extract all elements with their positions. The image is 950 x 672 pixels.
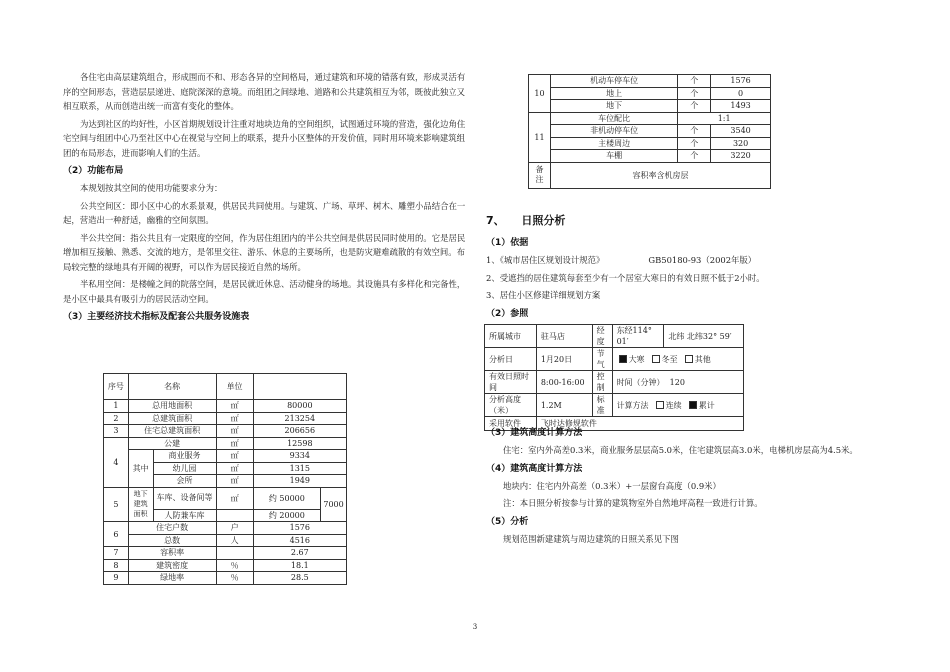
parking-table: [528, 74, 771, 189]
basis-item: [486, 253, 886, 268]
paragraph: 半公共空间：指公共且有一定限度的空间，作为居住组团内的半公共空间是供居民同时使用的。它是居民增加相互接触、熟悉、交流的地方，是邻里交往、游乐、休息的主要场所，也是防灾避难疏散的有效空间。布局较完整的绿地具有开阔的视野，可以作为居民接近自然的场所。: [63, 232, 466, 272]
paragraph: 规划范围新建建筑与周边建筑的日照关系见下图: [503, 533, 679, 544]
header-name: 名称: [128, 374, 216, 400]
row-name: 主楼周边: [550, 137, 677, 150]
row-no: 9: [104, 572, 129, 585]
paragraph: 公共空间区：即小区中心的水系景观，供居民共同使用。与建筑、广场、草坪、树木、雕塑小品结合在一起，营造出一种舒适，幽雅的空间氛围。: [63, 200, 466, 225]
row-unit: 个: [678, 87, 711, 100]
row-value: 1576: [253, 522, 346, 535]
checkbox-icon: [652, 355, 660, 363]
row-no: 3: [104, 425, 129, 438]
economic-indicators-table: [103, 373, 347, 585]
row-name: 绿地率: [128, 572, 216, 585]
row-name: 机动车停车位: [550, 75, 677, 88]
section-heading: （1）依据: [486, 238, 529, 248]
ref-label: 分析日: [485, 348, 537, 371]
note-text: 容积率含机房层: [550, 162, 770, 188]
row-name: 地下: [550, 100, 677, 113]
header-value: [253, 374, 346, 400]
row-name: 车库、设备间等: [153, 487, 216, 509]
section-heading: （5）分析: [486, 516, 529, 527]
ref-label: 控制: [592, 371, 612, 394]
ref-value: 8:00-16:00: [536, 371, 592, 394]
ref-value: 1.2M: [536, 394, 592, 417]
row-value: 2.67: [253, 547, 346, 560]
sunlight-reference-table: [484, 324, 744, 431]
row-no: 5: [104, 487, 129, 522]
row-unit: 个: [678, 125, 711, 138]
row-name: 车位配比: [550, 112, 677, 125]
ref-value: 驻马店: [536, 325, 592, 348]
row-value: 1576: [711, 75, 771, 88]
row-unit: 个: [678, 137, 711, 150]
section-heading: （3）主要经济技术指标及配套公共服务设施表: [63, 312, 250, 322]
row-name: 总数: [128, 534, 216, 547]
paragraph: 住宅：室内外高差0.3米，商业服务层层高5.0米，住宅建筑层高3.0米，电梯机房层高为4.5米。: [503, 445, 858, 455]
row-name: 商业服务: [153, 450, 216, 463]
row-name: 公建: [128, 437, 216, 450]
row-no: 11: [529, 112, 551, 162]
row-value: 320: [711, 137, 771, 150]
section-heading: （2）功能布局: [63, 166, 124, 176]
row-name: 幼儿园: [153, 462, 216, 475]
row-name: 总建筑面积: [128, 412, 216, 425]
paragraph: 为达到社区的均好性，小区首期规划设计注重对地块边角的空间组织，试图通过环境的营造，强化边角住宅空间与组团中心乃至社区中心在视觉与空间上的联系，提升小区整体的开发价值，同时用环境来影响建筑组团的布局形态，进而影响人们的生活。: [63, 118, 466, 158]
chapter-title: 日照分析: [521, 214, 566, 227]
row-value: 18.1: [253, 559, 346, 572]
header-no: 序号: [104, 374, 129, 400]
row-name: 住宅户数: [128, 522, 216, 535]
basis-code: GB50180-93（2002年版）: [648, 255, 757, 265]
row-unit: 人: [216, 534, 253, 547]
row-name: 建筑密度: [128, 559, 216, 572]
row-name: 住宅总建筑面积: [128, 425, 216, 438]
row-name: 会所: [153, 475, 216, 488]
row-no: 8: [104, 559, 129, 572]
section-heading: （2）参照: [486, 308, 529, 319]
chapter-number: 7、: [486, 214, 505, 227]
row-value: 1949: [253, 475, 346, 488]
paragraph: 地块内：住宅内外高差（0.3米）+一层窗台高度（0.9米）: [503, 480, 721, 491]
basis-item: 3、居住小区修建详细规划方案: [486, 290, 601, 300]
paragraph: 各住宅由高层建筑组合，形成围而不和、形态各异的空间格局，通过建筑和环境的错落有致，形成灵活有序的空间形态，营造层层递进、庭院深深的意境。而组团之间绿地、道路和公共建筑相互为邻，既彼此独立又相互联系，从而创造出统一而富有变化的整体。: [63, 72, 466, 111]
row-no: 2: [104, 412, 129, 425]
row-unit: ％: [216, 572, 253, 585]
row-name: 车棚: [550, 150, 677, 163]
row-value: 0: [711, 87, 771, 100]
row-value: 9334: [253, 450, 346, 463]
section-heading: （4）建筑高度计算方法: [486, 463, 583, 474]
row-unit: ㎡: [216, 462, 253, 475]
row-value: 1:1: [678, 112, 771, 125]
ref-label: 有效日照时间: [485, 371, 537, 394]
row-no: 6: [104, 522, 129, 547]
row-unit: ㎡: [216, 425, 253, 438]
checkbox-checked-icon: [689, 401, 697, 409]
row-unit: ㎡: [216, 400, 253, 413]
row-value: 1315: [253, 462, 346, 475]
std-options: 计算方法 连续 累计: [612, 394, 743, 417]
row-unit: 个: [678, 150, 711, 163]
right-column-lower: [486, 422, 896, 546]
ref-label: 采用软件: [485, 417, 537, 431]
row-value: 1493: [711, 100, 771, 113]
page-number: 3: [472, 623, 478, 631]
paragraph: 半私用空间：是楼幢之间的院落空间，是居民就近休息、活动健身的场地。其设施具有多样化和完备性，是小区中最具有吸引力的居民活动空间。: [63, 279, 466, 304]
row-no: 10: [529, 75, 551, 113]
row-value: 约 20000: [253, 509, 321, 522]
checkbox-icon: [685, 355, 693, 363]
ref-label: 经度: [592, 325, 612, 348]
ref-value: 飞时达修规软件: [536, 417, 743, 431]
ref-label: 所属城市: [485, 325, 537, 348]
row-name: 总用地面积: [128, 400, 216, 413]
ref-value: 北纬 北纬32° 59′: [664, 325, 744, 348]
row-value: 3540: [711, 125, 771, 138]
ref-value: 1月20日: [536, 348, 592, 371]
row-name: 人防兼车库: [153, 509, 216, 522]
row-value: 213254: [253, 412, 346, 425]
header-unit: 单位: [216, 374, 253, 400]
right-column: [486, 212, 886, 324]
row-no: 4: [104, 437, 129, 487]
row-value: 约 50000: [253, 487, 321, 509]
row-value: 4516: [253, 534, 346, 547]
paragraph: 注：本日照分析按参与计算的建筑物室外自然地坪高程一致进行计算。: [503, 498, 763, 508]
row-unit: ㎡: [216, 487, 253, 509]
ref-label: 标准: [592, 394, 612, 417]
paragraph: 本规划按其空间的使用功能要求分为：: [80, 183, 223, 193]
row-value: 28.5: [253, 572, 346, 585]
row-unit: ㎡: [216, 437, 253, 450]
note-label: 备注: [529, 162, 551, 188]
row-name: 容积率: [128, 547, 216, 560]
row-value: 80000: [253, 400, 346, 413]
row-unit: ㎡: [216, 475, 253, 488]
left-column: [63, 70, 468, 327]
row-no: 7: [104, 547, 129, 560]
basis-text: 1、《城市居住区规划设计规范》: [486, 255, 605, 265]
row-unit: 个: [678, 100, 711, 113]
row-unit: ％: [216, 559, 253, 572]
row-value: 206656: [253, 425, 346, 438]
checkbox-checked-icon: [619, 355, 627, 363]
ref-label: 分析高度（米）: [485, 394, 537, 417]
row-unit: 户: [216, 522, 253, 535]
section-heading: （3）建筑高度计算方法: [486, 428, 583, 438]
row-unit: ㎡: [216, 450, 253, 463]
row-value: 7000: [321, 487, 347, 522]
row-value: 3220: [711, 150, 771, 163]
row-name: 地上: [550, 87, 677, 100]
row-name: 非机动停车位: [550, 125, 677, 138]
row-unit: 个: [678, 75, 711, 88]
ref-value: 时间（分钟） 120: [612, 371, 743, 394]
row-no: 1: [104, 400, 129, 413]
row-name: 地下建筑面积: [128, 487, 153, 522]
row-unit: ㎡: [216, 412, 253, 425]
chapter-heading: [486, 212, 886, 228]
row-value: 12598: [253, 437, 346, 450]
ref-label: 节气: [592, 348, 612, 371]
term-options: 大寒 冬至 其他: [612, 348, 743, 371]
checkbox-icon: [656, 401, 664, 409]
basis-item: 2、受遮挡的居住建筑每套至少有一个居室大寒日的有效日照不低于2小时。: [486, 272, 765, 283]
row-subgroup: 其中: [128, 450, 153, 488]
ref-value: 东经114° 01′: [612, 325, 664, 348]
